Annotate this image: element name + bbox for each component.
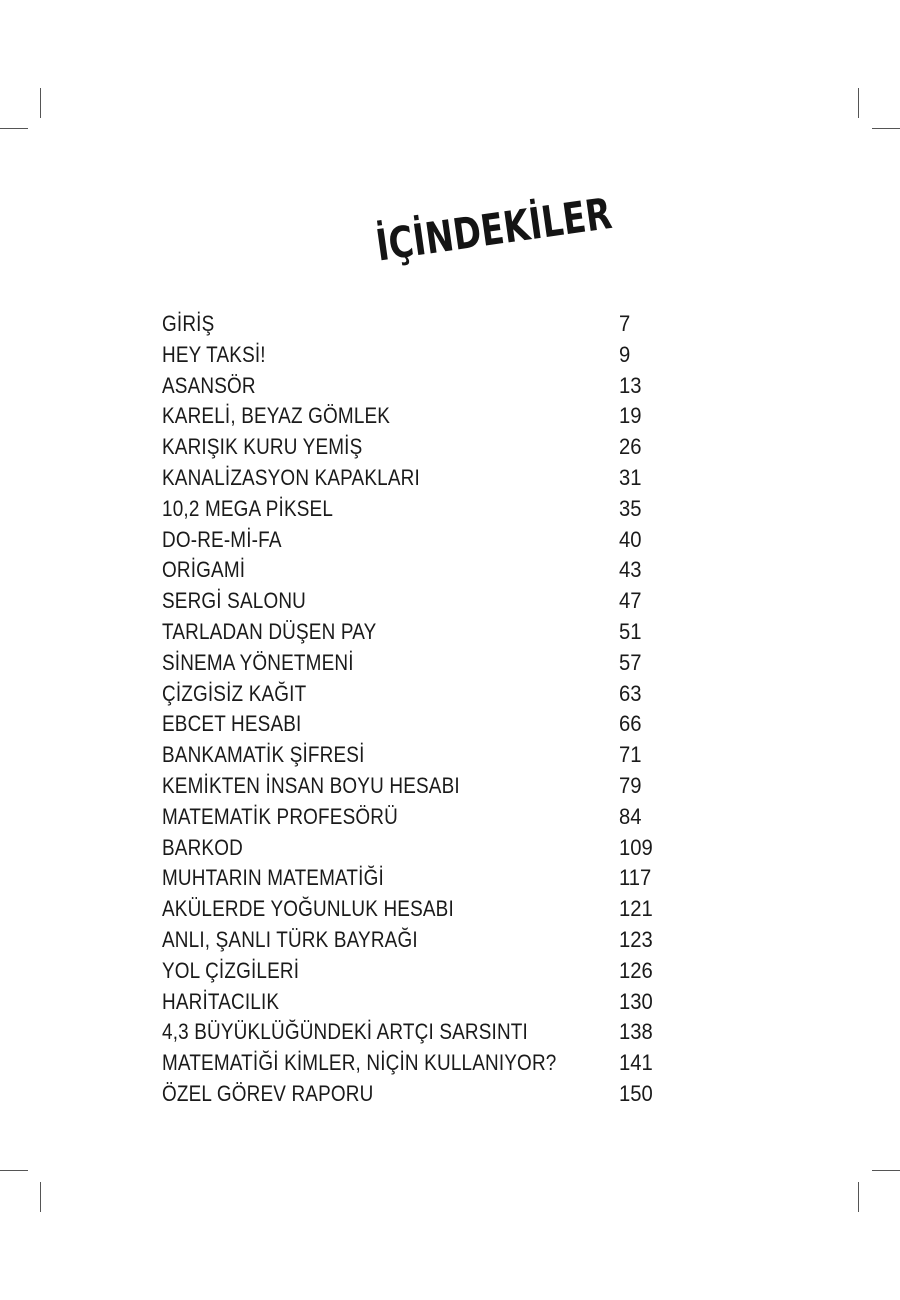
toc-entry-title: ÇİZGİSİZ KAĞIT xyxy=(162,680,307,706)
toc-entry xyxy=(162,586,682,617)
toc-entry-page-number: 79 xyxy=(619,772,642,798)
toc-entry xyxy=(162,494,682,525)
toc-entry xyxy=(162,956,682,987)
toc-entry-title: KARIŞIK KURU YEMİŞ xyxy=(162,434,363,460)
toc-entry xyxy=(162,679,682,710)
toc-entry xyxy=(162,894,682,925)
toc-entry-page-number: 150 xyxy=(619,1080,653,1106)
toc-entry xyxy=(162,1048,682,1079)
toc-entry-title: SERGİ SALONU xyxy=(162,588,307,614)
toc-entry-title: ANLI, ŞANLI TÜRK BAYRAĞI xyxy=(162,926,418,952)
toc-entry-page-number: 19 xyxy=(619,403,642,429)
toc-entry-page-number: 9 xyxy=(619,341,631,367)
toc-entry-title: YOL ÇİZGİLERİ xyxy=(162,957,300,983)
crop-mark-bottom-left-vertical xyxy=(40,1182,41,1212)
toc-entry-page-number: 123 xyxy=(619,926,653,952)
toc-entry-page-number: 63 xyxy=(619,680,642,706)
toc-entry-page-number: 66 xyxy=(619,711,642,737)
toc-entry xyxy=(162,371,682,402)
toc-entry xyxy=(162,555,682,586)
toc-entry-title: KANALİZASYON KAPAKLARI xyxy=(162,464,420,490)
toc-entry-page-number: 13 xyxy=(619,372,642,398)
toc-entry-page-number: 117 xyxy=(619,865,652,891)
toc-entry-page-number: 31 xyxy=(619,464,642,490)
toc-entry xyxy=(162,802,682,833)
toc-entry xyxy=(162,925,682,956)
toc-entry-title: ORİGAMİ xyxy=(162,557,246,583)
crop-mark-top-right-horizontal xyxy=(872,128,900,129)
toc-entry-title: SİNEMA YÖNETMENİ xyxy=(162,649,354,675)
toc-entry-title: MUHTARIN MATEMATİĞİ xyxy=(162,865,384,891)
toc-entry xyxy=(162,340,682,371)
toc-entry xyxy=(162,771,682,802)
toc-entry-page-number: 47 xyxy=(619,588,642,614)
toc-entry-page-number: 40 xyxy=(619,526,642,552)
toc-entry-title: KEMİKTEN İNSAN BOYU HESABI xyxy=(162,772,460,798)
toc-entry-title: MATEMATİK PROFESÖRÜ xyxy=(162,803,398,829)
toc-entry xyxy=(162,863,682,894)
toc-entry-title: 4,3 BÜYÜKLÜĞÜNDEKİ ARTÇI SARSINTI xyxy=(162,1019,528,1045)
crop-mark-top-left-horizontal xyxy=(0,128,28,129)
table-of-contents xyxy=(162,309,682,1110)
toc-entry xyxy=(162,648,682,679)
crop-mark-top-right-vertical xyxy=(858,88,859,118)
toc-entry-page-number: 141 xyxy=(619,1050,653,1076)
toc-entry xyxy=(162,1017,682,1048)
toc-entry-page-number: 138 xyxy=(619,1019,653,1045)
toc-entry xyxy=(162,987,682,1018)
toc-entry-page-number: 7 xyxy=(619,311,631,336)
crop-mark-bottom-left-horizontal xyxy=(0,1170,28,1171)
page-title: İÇİNDEKİLER xyxy=(373,188,615,272)
toc-entry-page-number: 57 xyxy=(619,649,642,675)
toc-entry-title: KARELİ, BEYAZ GÖMLEK xyxy=(162,403,391,429)
toc-entry-title: HARİTACILIK xyxy=(162,988,280,1014)
toc-entry xyxy=(162,740,682,771)
toc-entry-page-number: 109 xyxy=(619,834,653,860)
toc-entry-title: TARLADAN DÜŞEN PAY xyxy=(162,618,377,644)
toc-entry-title: BARKOD xyxy=(162,834,243,860)
toc-entry xyxy=(162,525,682,556)
toc-entry-page-number: 26 xyxy=(619,434,642,460)
toc-entry-page-number: 130 xyxy=(619,988,653,1014)
toc-entry xyxy=(162,709,682,740)
toc-entry xyxy=(162,401,682,432)
toc-entry xyxy=(162,463,682,494)
toc-entry-page-number: 84 xyxy=(619,803,642,829)
toc-entry-page-number: 35 xyxy=(619,495,642,521)
toc-entry-title: HEY TAKSİ! xyxy=(162,341,266,367)
toc-entry xyxy=(162,833,682,864)
crop-mark-top-left-vertical xyxy=(40,88,41,118)
toc-entry-title: ÖZEL GÖREV RAPORU xyxy=(162,1080,374,1106)
toc-entry-page-number: 71 xyxy=(619,742,642,768)
toc-entry-title: EBCET HESABI xyxy=(162,711,302,737)
toc-entry xyxy=(162,617,682,648)
toc-entry-title: MATEMATİĞİ KİMLER, NİÇİN KULLANIYOR? xyxy=(162,1050,557,1076)
toc-entry-title: AKÜLERDE YOĞUNLUK HESABI xyxy=(162,896,454,922)
crop-mark-bottom-right-vertical xyxy=(858,1182,859,1212)
toc-entry-page-number: 51 xyxy=(619,618,642,644)
toc-entry-title: GİRİŞ xyxy=(162,311,215,336)
toc-entry xyxy=(162,309,682,340)
toc-entry xyxy=(162,432,682,463)
crop-mark-bottom-right-horizontal xyxy=(872,1170,900,1171)
toc-entry xyxy=(162,1079,682,1110)
toc-entry-title: ASANSÖR xyxy=(162,372,256,398)
toc-entry-title: DO-RE-Mİ-FA xyxy=(162,526,282,552)
toc-entry-title: 10,2 MEGA PİKSEL xyxy=(162,495,334,521)
toc-entry-title: BANKAMATİK ŞİFRESİ xyxy=(162,742,365,768)
toc-entry-page-number: 121 xyxy=(619,896,653,922)
toc-entry-page-number: 126 xyxy=(619,957,653,983)
toc-entry-page-number: 43 xyxy=(619,557,642,583)
